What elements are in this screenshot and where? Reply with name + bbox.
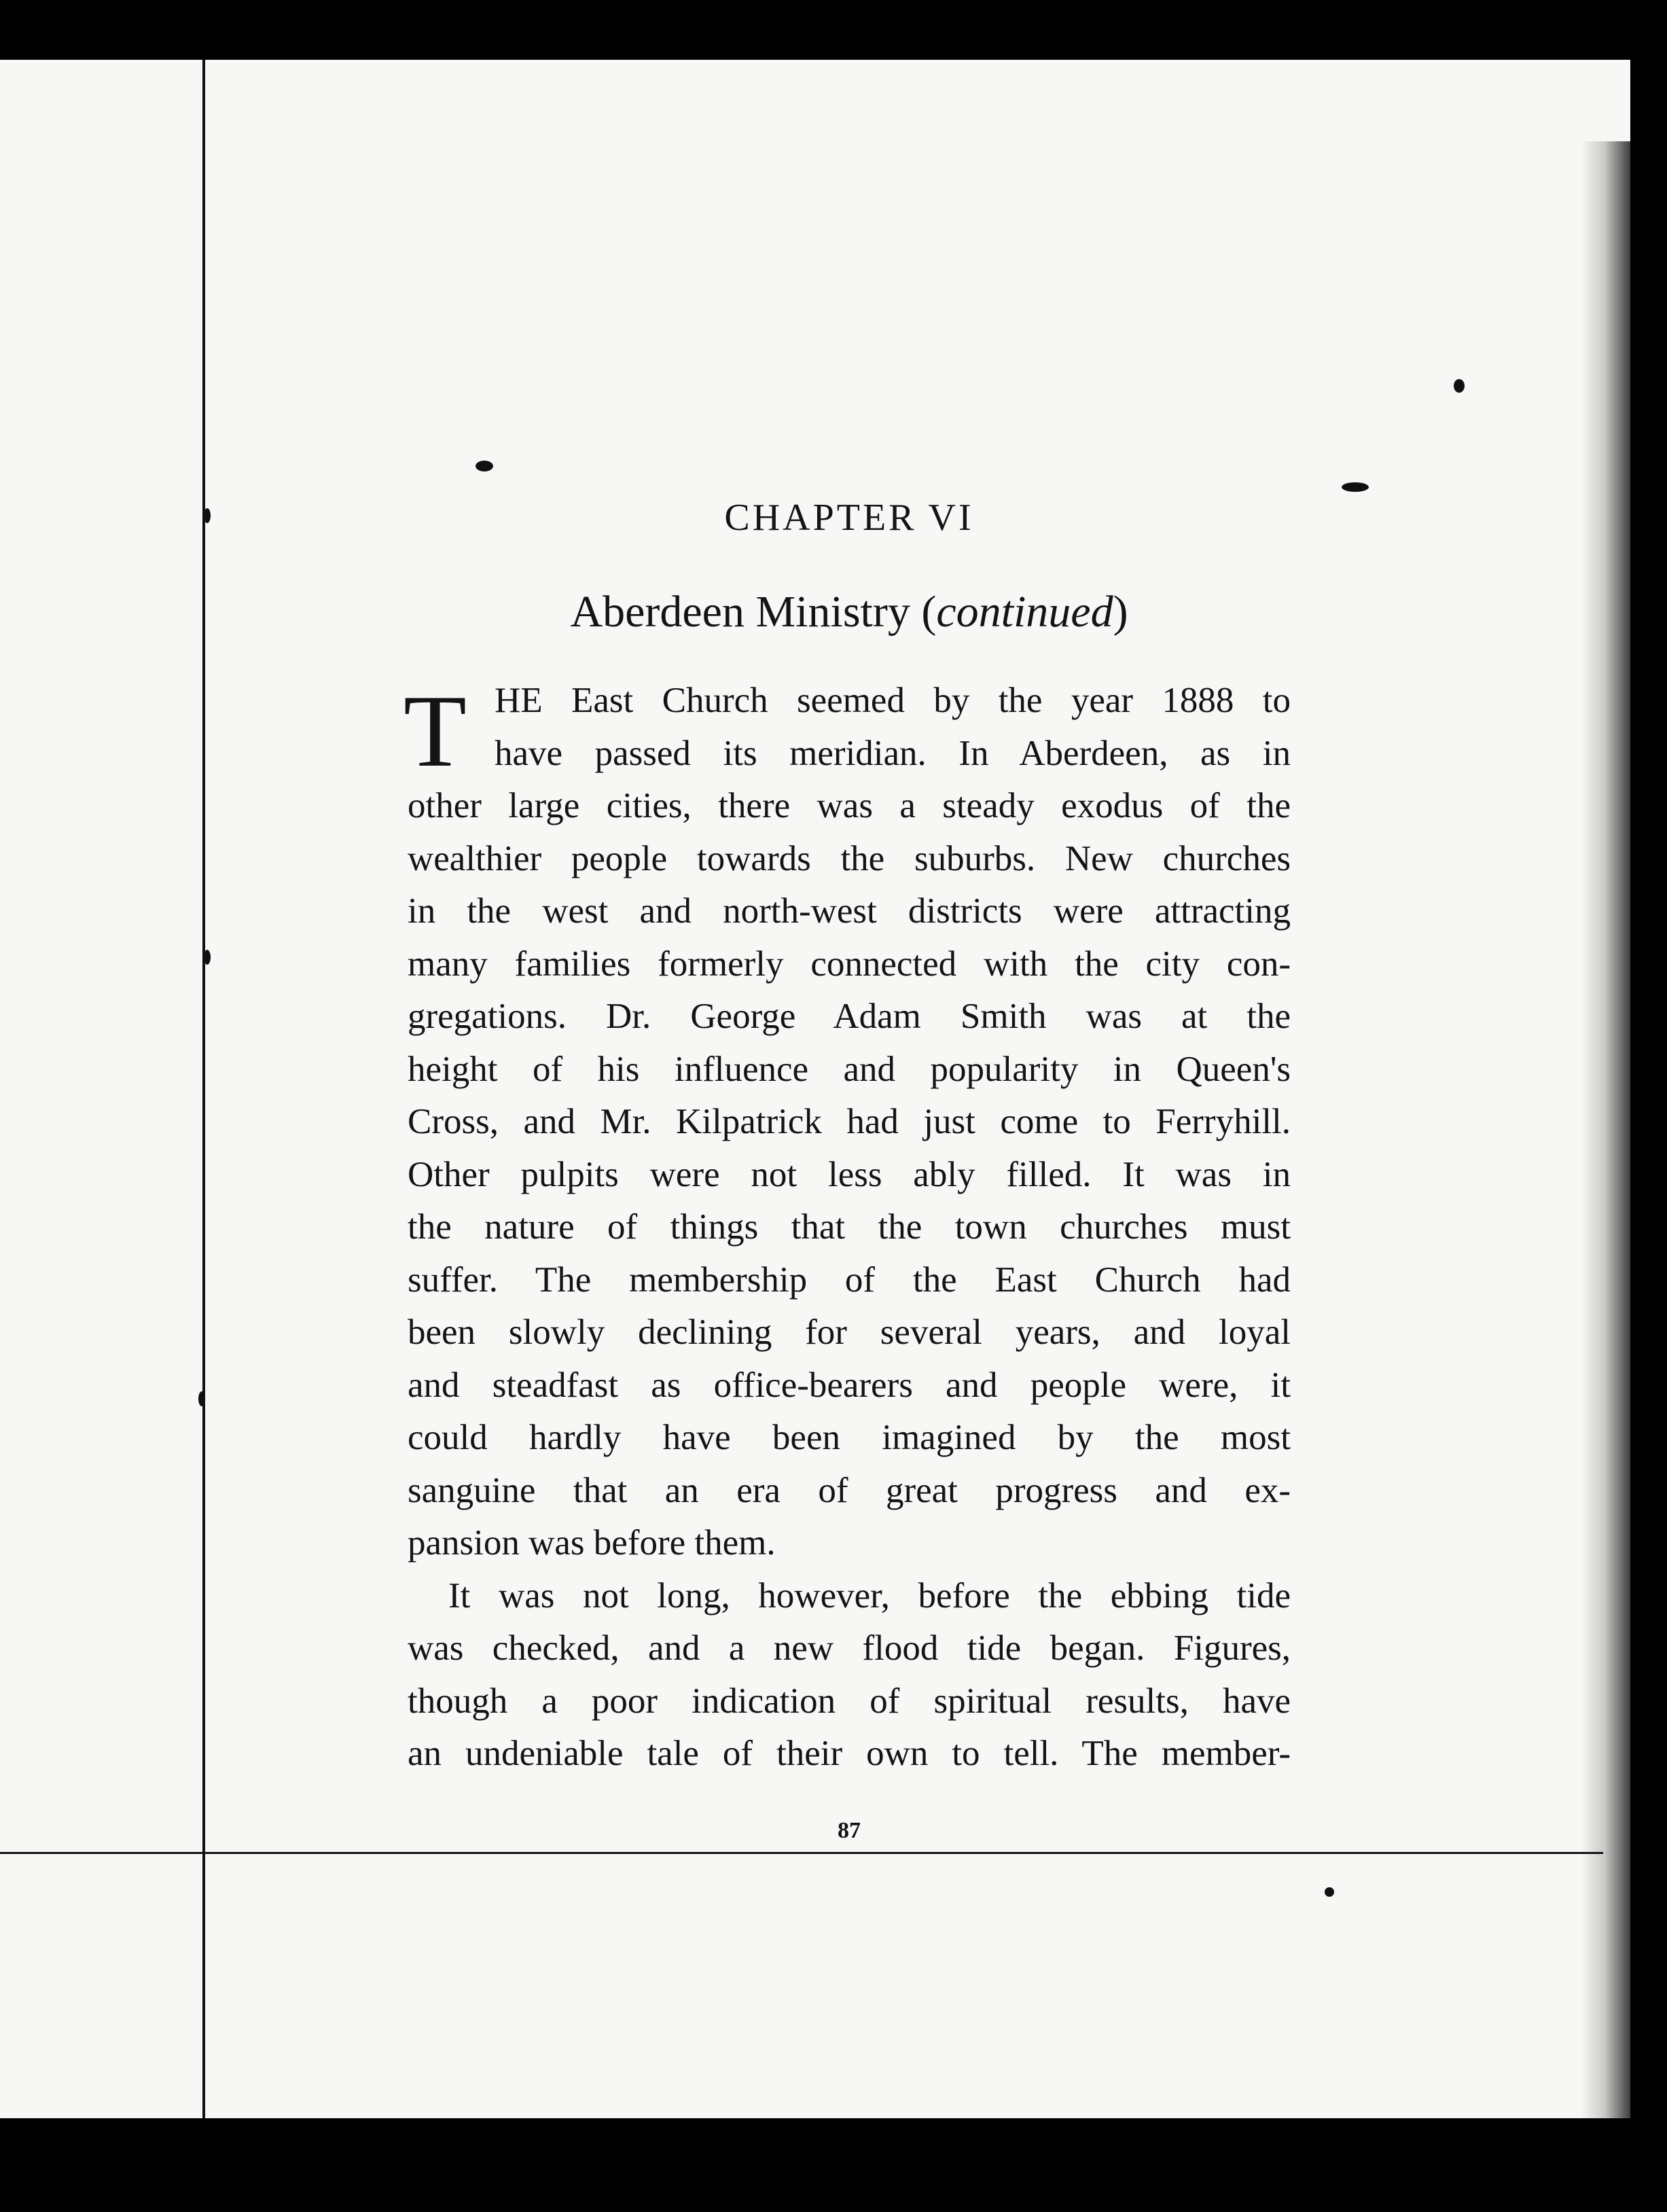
text-line: pansion was before them. bbox=[408, 1523, 776, 1563]
page-number: 87 bbox=[838, 1818, 861, 1843]
body-text bbox=[404, 674, 1291, 1781]
ink-speck bbox=[1454, 379, 1465, 393]
text-line: It was not long, however, before the ebbing tide bbox=[448, 1575, 1291, 1616]
text-line: could hardly have been imagined by the most bbox=[408, 1418, 1291, 1457]
text-line: been slowly declining for several years, and loyal bbox=[408, 1313, 1291, 1352]
page-edge-shadow bbox=[1583, 141, 1630, 2118]
ink-speck bbox=[1325, 1887, 1334, 1897]
text-line: gregations. Dr. George Adam Smith was at the bbox=[408, 997, 1291, 1036]
text-line: an undeniable tale of their own to tell. The member- bbox=[408, 1734, 1291, 1773]
text-line: in the west and north-west districts were attracting bbox=[408, 891, 1291, 931]
text-line: have passed its meridian. In Aberdeen, as in bbox=[495, 733, 1291, 773]
ink-speck bbox=[204, 950, 211, 965]
chapter-title-main: Aberdeen Ministry bbox=[570, 587, 910, 637]
chapter-title-note: (continued) bbox=[921, 587, 1128, 637]
ink-speck bbox=[476, 461, 493, 471]
ink-speck bbox=[1342, 482, 1369, 492]
paragraph-1 bbox=[408, 675, 1291, 1570]
ink-speck bbox=[204, 508, 211, 523]
text-line: suffer. The membership of the East Church had bbox=[408, 1260, 1291, 1300]
gutter-line bbox=[202, 60, 205, 2118]
text-line: wealthier people towards the suburbs. New churches bbox=[408, 838, 1291, 878]
text-line: was checked, and a new flood tide began. Figures, bbox=[408, 1628, 1291, 1668]
text-line: other large cities, there was a steady exodus of the bbox=[408, 786, 1291, 825]
ink-speck bbox=[198, 1391, 205, 1406]
chapter-number: CHAPTER VI bbox=[724, 497, 974, 539]
text-line: the nature of things that the town churches must bbox=[408, 1207, 1291, 1247]
text-line: Cross, and Mr. Kilpatrick had just come to Ferryhill. bbox=[408, 1102, 1291, 1141]
text-line: though a poor indication of spiritual results, have bbox=[408, 1681, 1291, 1721]
drop-cap: T bbox=[404, 674, 467, 788]
chapter-title bbox=[408, 586, 1291, 638]
text-line: and steadfast as office-bearers and people were, it bbox=[408, 1365, 1291, 1405]
bottom-rule-line bbox=[0, 1852, 1603, 1854]
text-line: many families formerly connected with the city con- bbox=[408, 944, 1291, 984]
scanned-page bbox=[0, 60, 1630, 2118]
text-line: Other pulpits were not less ably filled. It was in bbox=[408, 1154, 1291, 1194]
paragraph-2 bbox=[408, 1570, 1291, 1781]
text-line: sanguine that an era of great progress and ex- bbox=[408, 1470, 1291, 1510]
text-line: height of his influence and popularity in Queen's bbox=[408, 1049, 1291, 1089]
text-line: HE East Church seemed by the year 1888 to bbox=[495, 681, 1291, 720]
